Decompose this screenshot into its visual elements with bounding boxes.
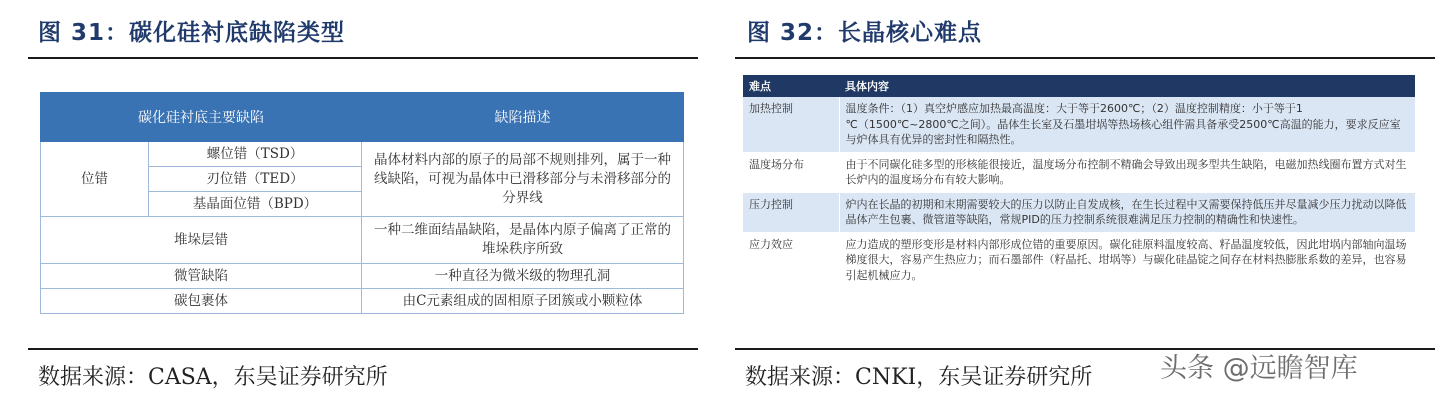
watermark-logo: 头条 @远瞻智库 [1160, 353, 1358, 384]
table-header-row [41, 93, 684, 142]
column-header: 具体内容 [839, 75, 1415, 97]
figure-32-title: 图 32：长晶核心难点 [747, 20, 983, 46]
table-row [41, 264, 684, 289]
figure-32-panel [735, 0, 1448, 403]
difficulty-content: 温度条件：（1）真空炉感应加热最高温度：大于等于2600℃；（2）温度控制精度：小于等于1 ℃（1500℃~2800℃之间）。晶体生长室及石墨坩埚等热场核心组件需具备承受2500℃高温的能力，要求反应室与炉体具有优异的密封性和隔热性。 [839, 97, 1415, 152]
defect-description: 一种二维面结晶缺陷，是晶体内原子偏离了正常的堆垛秩序所致 [362, 217, 684, 264]
table-row [743, 97, 1415, 152]
table-header-row [743, 75, 1415, 97]
difficulty-name: 应力效应 [743, 232, 839, 288]
defect-name: 螺位错（TSD） [149, 142, 362, 167]
figure-31-title: 图 31：碳化硅衬底缺陷类型 [38, 20, 346, 46]
table-row [743, 192, 1415, 232]
table-row [743, 232, 1415, 288]
crystal-growth-difficulties-table [743, 75, 1415, 288]
figure-31-panel [0, 0, 700, 403]
title-divider [28, 57, 698, 59]
difficulty-name: 加热控制 [743, 97, 839, 152]
source-note: 数据来源：CNKI，东吴证券研究所 [745, 365, 1093, 390]
defect-types-table [40, 92, 684, 314]
difficulty-content: 应力造成的塑形变形是材料内部形成位错的重要原因。碳化硅原料温度较高、籽晶温度较低，因此坩埚内部轴向温场梯度很大，容易产生热应力；而石墨部件（籽晶托、坩埚等）与碳化硅晶锭之间存在材料热膨胀系数的差异，也容易引起机械应力。 [839, 232, 1415, 288]
column-header: 难点 [743, 75, 839, 97]
source-note: 数据来源：CASA，东吴证券研究所 [38, 365, 388, 390]
table-row [743, 152, 1415, 192]
difficulty-name: 压力控制 [743, 192, 839, 232]
column-header: 缺陷描述 [362, 93, 684, 142]
difficulty-name: 温度场分布 [743, 152, 839, 192]
column-header: 碳化硅衬底主要缺陷 [41, 93, 362, 142]
dislocation-group-label: 位错 [41, 142, 149, 217]
defect-name: 微管缺陷 [41, 264, 362, 289]
defect-name: 基晶面位错（BPD） [149, 192, 362, 217]
table-row [41, 289, 684, 314]
defect-description: 晶体材料内部的原子的局部不规则排列，属于一种线缺陷，可视为晶体中已滑移部分与未滑移部分的分界线 [362, 142, 684, 217]
title-divider [735, 57, 1435, 59]
defect-description: 一种直径为微米级的物理孔洞 [362, 264, 684, 289]
source-divider [28, 348, 698, 350]
table-row [41, 217, 684, 264]
defect-name: 堆垛层错 [41, 217, 362, 264]
table-row [41, 142, 684, 167]
defect-name: 碳包裹体 [41, 289, 362, 314]
defect-description: 由C元素组成的固相原子团簇或小颗粒体 [362, 289, 684, 314]
difficulty-content: 炉内在长晶的初期和末期需要较大的压力以防止自发成核，在生长过程中又需要保持低压并尽量减少压力扰动以降低晶体产生包裹、微管道等缺陷，常规PID的压力控制系统很难满足压力控制的精确性和快速性。 [839, 192, 1415, 232]
defect-name: 刃位错（TED） [149, 167, 362, 192]
difficulty-content: 由于不同碳化硅多型的形核能很接近，温度场分布控制不精确会导致出现多型共生缺陷，电磁加热线圈布置方式对生长炉内的温度场分布有较大影响。 [839, 152, 1415, 192]
